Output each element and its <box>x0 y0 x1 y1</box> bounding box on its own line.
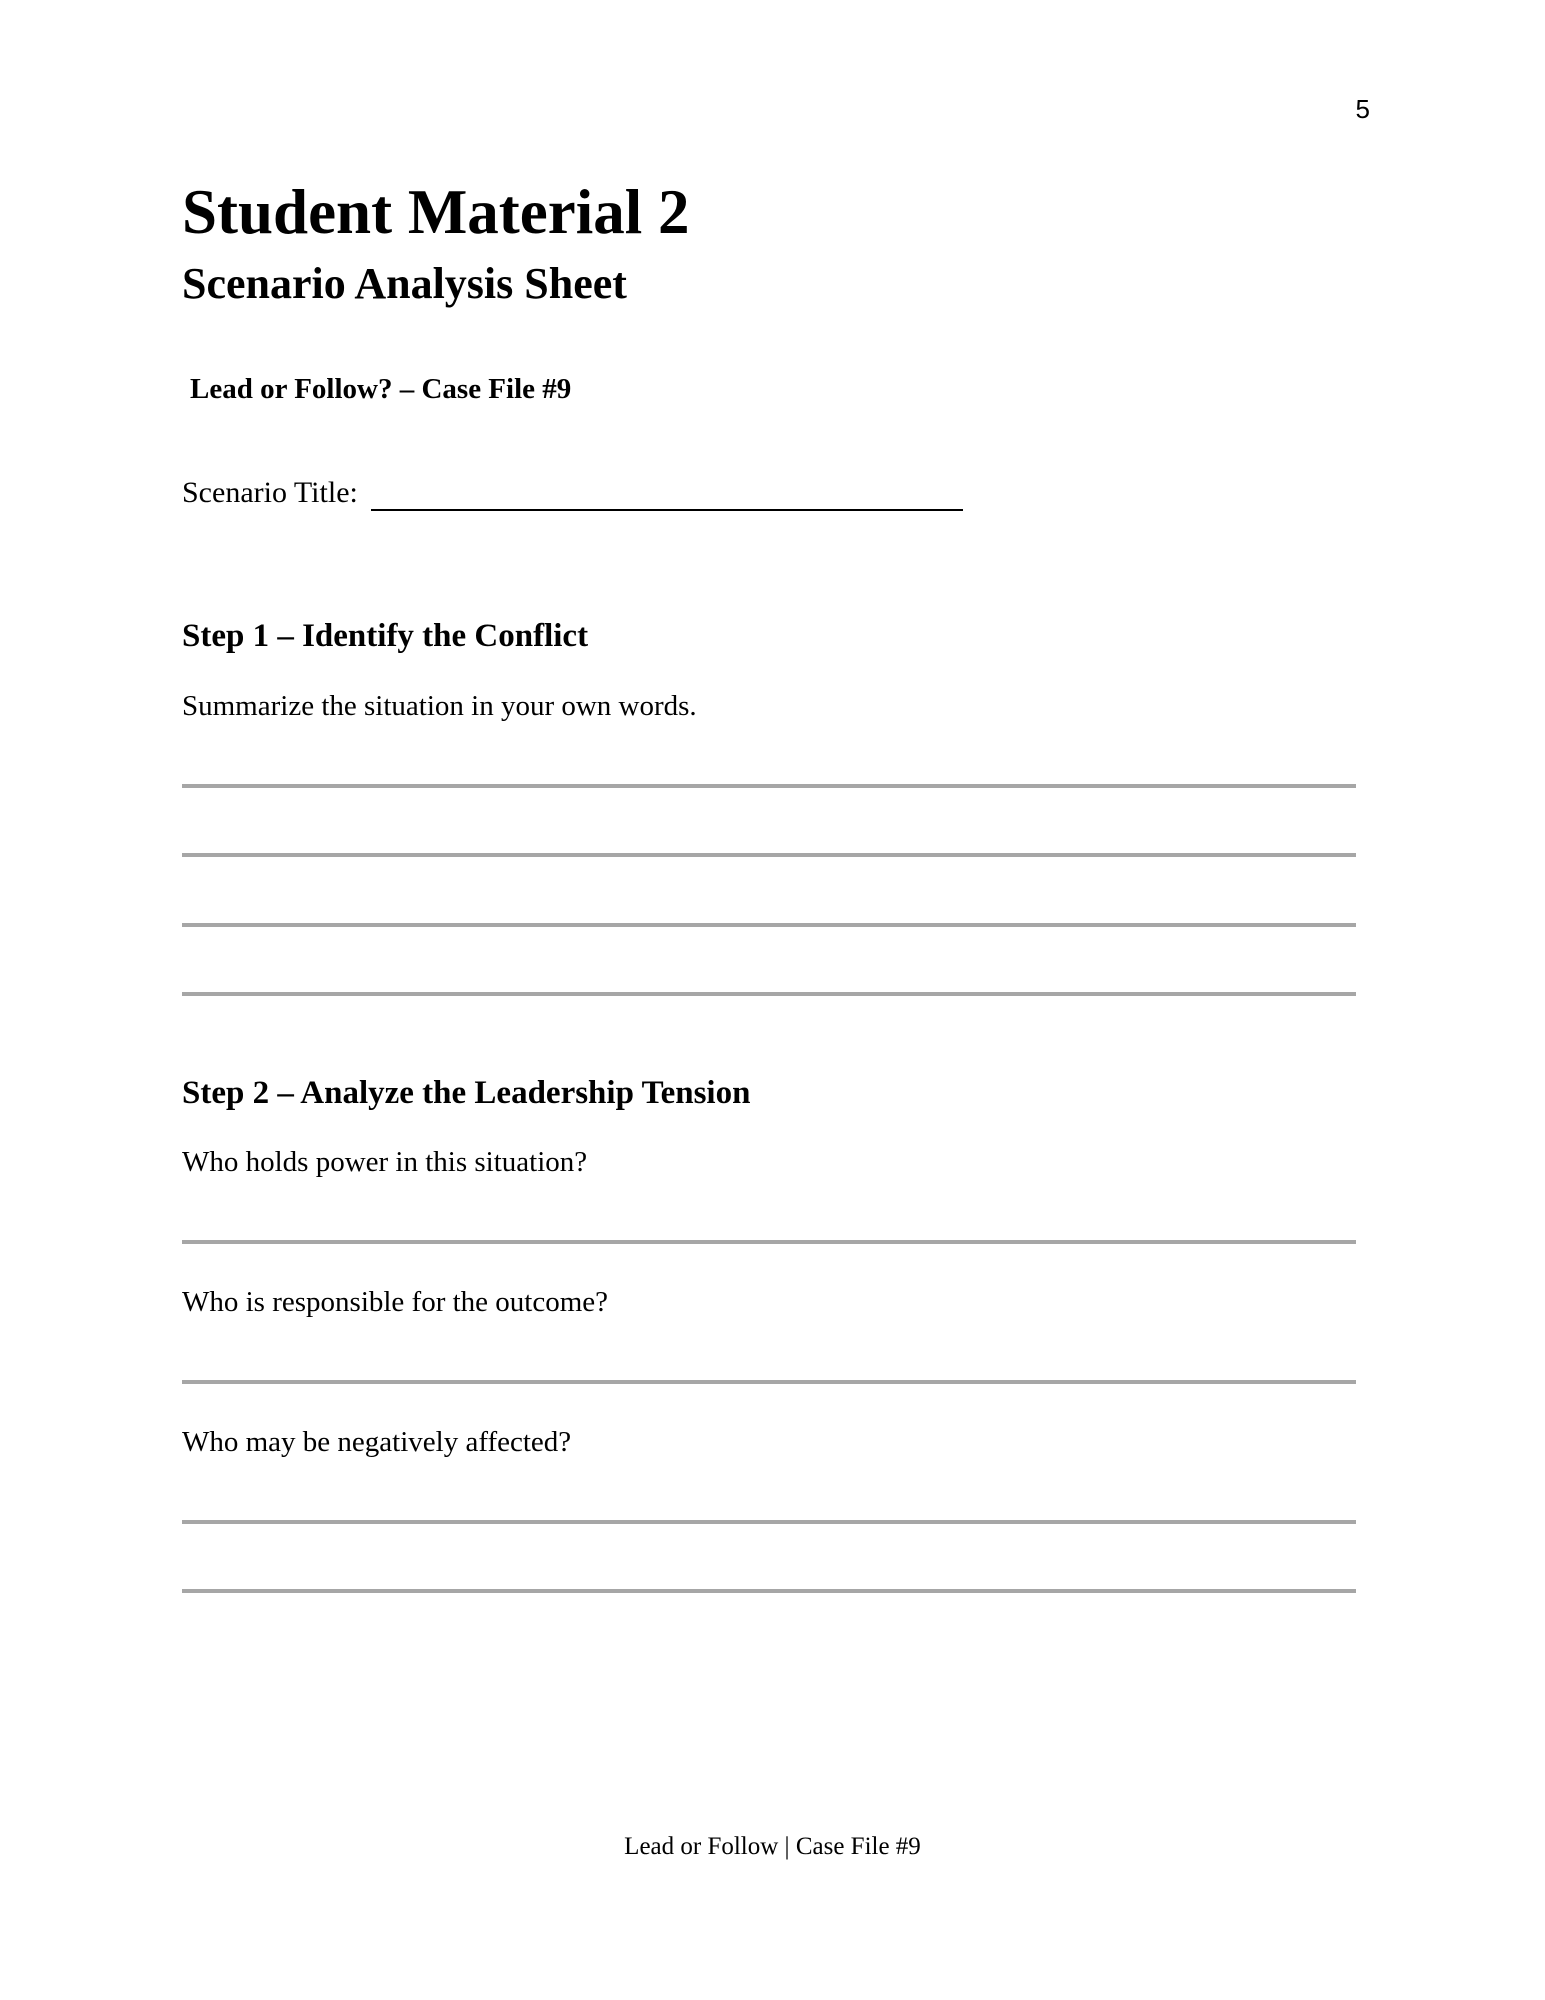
step-2-question-affected: Who may be negatively affected? <box>182 1426 572 1458</box>
step-2-question-power: Who holds power in this situation? <box>182 1146 588 1178</box>
page-number: 5 <box>1355 94 1370 124</box>
step-2-answer-line-affected[interactable] <box>182 1520 1356 1524</box>
case-file-heading: Lead or Follow? – Case File #9 <box>190 373 572 405</box>
step-1-answer-line[interactable] <box>182 853 1356 857</box>
page-subtitle: Scenario Analysis Sheet <box>182 259 627 308</box>
step-1-answer-line[interactable] <box>182 992 1356 996</box>
step-2-question-responsible: Who is responsible for the outcome? <box>182 1286 609 1318</box>
step-2-answer-line-affected[interactable] <box>182 1589 1356 1593</box>
scenario-title-blank[interactable] <box>371 481 963 511</box>
scenario-title-label: Scenario Title: <box>182 476 358 509</box>
step-1-answer-line[interactable] <box>182 923 1356 927</box>
step-2-answer-line-power[interactable] <box>182 1240 1356 1244</box>
step-1-answer-line[interactable] <box>182 784 1356 788</box>
step-2-answer-line-responsible[interactable] <box>182 1380 1356 1384</box>
step-1-prompt: Summarize the situation in your own words. <box>182 690 697 722</box>
scenario-title-row <box>182 475 963 511</box>
page-footer: Lead or Follow | Case File #9 <box>624 1833 921 1860</box>
page-title: Student Material 2 <box>182 177 690 247</box>
step-2-heading: Step 2 – Analyze the Leadership Tension <box>182 1075 751 1111</box>
step-1-heading: Step 1 – Identify the Conflict <box>182 618 589 654</box>
